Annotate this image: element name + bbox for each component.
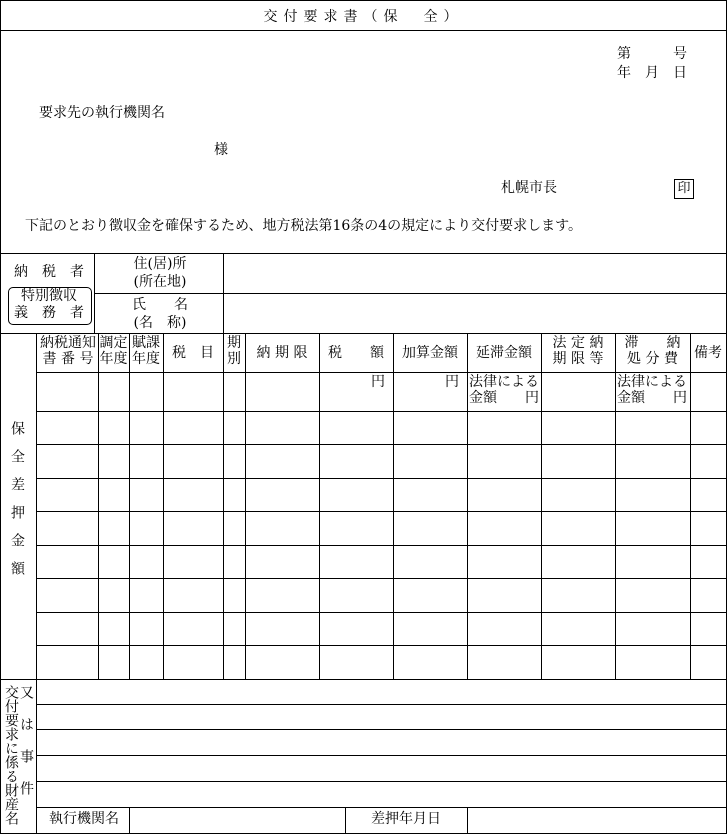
footer-line-2 <box>36 729 726 730</box>
unit-legal-delinquency-line1: 法律による <box>469 374 539 390</box>
taxpayer-top-line <box>1 253 726 254</box>
taxpayer-label: 納 税 者 <box>14 264 84 280</box>
footer-label-divider <box>36 679 37 833</box>
col-additional: 加算金額 <box>402 345 458 361</box>
name-label: 氏 名 <box>132 297 188 313</box>
col-notice-no-line1: 納税通知 <box>40 335 96 351</box>
col-line-8 <box>467 333 468 679</box>
date-label: 年 月 日 <box>617 65 687 81</box>
unit-legal-arrears <box>617 374 690 406</box>
row-line-1 <box>36 411 726 412</box>
footer-side-label-b-text: 又は事件 <box>18 685 34 813</box>
addressee-label: 要求先の執行機関名 <box>39 105 165 121</box>
col-legal-due-line2: 期 限 等 <box>552 351 604 368</box>
col-delinquency: 延滞金額 <box>476 345 532 361</box>
row-line-4 <box>36 511 726 512</box>
col-adjust-year-line2: 年度 <box>99 351 128 368</box>
col-tax-item: 税 目 <box>172 345 214 361</box>
row-line-6 <box>36 578 726 579</box>
col-line-5 <box>245 333 246 679</box>
col-remarks: 備考 <box>694 345 722 361</box>
col-arrears <box>615 335 690 367</box>
footer-line-4 <box>36 781 726 782</box>
unit-legal-delinquency-line2: 金額 円 <box>469 390 539 407</box>
row-line-8 <box>36 645 726 646</box>
footer-line-3 <box>36 755 726 756</box>
name-sublabel: (名 称) <box>133 315 187 331</box>
col-adjust-year <box>98 335 129 367</box>
agency-label: 執行機関名 <box>49 811 119 827</box>
side-label-protective-seizure <box>10 421 28 589</box>
col-legal-due-line1: 法 定 納 <box>552 335 604 351</box>
col-notice-no-line2: 書 番 号 <box>42 351 94 368</box>
table-top-line <box>1 333 726 334</box>
col-notice-no <box>38 335 98 367</box>
unit-yen-tax: 円 <box>371 374 385 390</box>
row-line-5 <box>36 545 726 546</box>
col-period <box>223 335 245 367</box>
sender-name: 札幌市長 <box>501 180 557 196</box>
col-line-0 <box>36 333 37 679</box>
row-line-3 <box>36 478 726 479</box>
col-assess-year-line2: 年度 <box>132 351 160 368</box>
footer-side-label-a-text: 交付要求に係る財産名 <box>3 685 19 825</box>
unit-legal-arrears-line2: 金額 円 <box>617 390 687 407</box>
col-period-line1: 期 <box>227 335 241 351</box>
footer-line-5 <box>36 807 726 808</box>
col-line-1 <box>98 333 99 679</box>
seal-box: 印 <box>674 179 694 199</box>
number-label: 第 号 <box>617 46 687 62</box>
footer-agency-divider <box>129 807 130 833</box>
special-collector-label: 特別徴収 <box>21 288 77 304</box>
seizure-date-label: 差押年月日 <box>371 811 441 827</box>
col-line-2 <box>129 333 130 679</box>
col-arrears-line1: 滞 納 <box>624 335 681 351</box>
col-line-9 <box>541 333 542 679</box>
title-divider <box>1 30 726 31</box>
col-line-4 <box>223 333 224 679</box>
col-period-line2: 別 <box>227 351 241 368</box>
honorific: 様 <box>214 142 228 158</box>
unit-yen-additional: 円 <box>445 374 459 390</box>
col-line-11 <box>690 333 691 679</box>
taxpayer-mid-line <box>94 293 726 294</box>
footer-side-label-b <box>19 685 35 813</box>
unit-legal-delinquency <box>469 374 541 406</box>
obligor-label: 義 務 者 <box>14 305 84 321</box>
col-assess-year-line1: 賦課 <box>132 335 160 351</box>
footer-line-1 <box>36 704 726 705</box>
unit-legal-arrears-line1: 法律による <box>617 374 687 390</box>
side-label-text: 保全差押金額 <box>9 421 25 589</box>
table-bottom-line <box>1 679 726 680</box>
body-text: 下記のとおり徴収金を確保するため、地方税法第16条の4の規定により交付要求します。 <box>25 218 583 234</box>
col-assess-year <box>129 335 163 367</box>
col-legal-due <box>541 335 615 367</box>
header-row-line <box>36 372 726 373</box>
row-line-2 <box>36 444 726 445</box>
footer-date-value-divider <box>467 807 468 833</box>
address-label: 住(居)所 <box>133 256 187 272</box>
col-line-10 <box>615 333 616 679</box>
address-sublabel: (所在地) <box>133 274 187 290</box>
col-arrears-line2: 処 分 費 <box>627 351 678 368</box>
col-line-3 <box>163 333 164 679</box>
col-due-date: 納 期 限 <box>256 345 308 361</box>
row-line-7 <box>36 612 726 613</box>
col-adjust-year-line1: 調定 <box>99 335 128 351</box>
col-tax-amount: 税 額 <box>328 345 384 361</box>
form-title: 交付要求書（保 全） <box>263 9 464 25</box>
